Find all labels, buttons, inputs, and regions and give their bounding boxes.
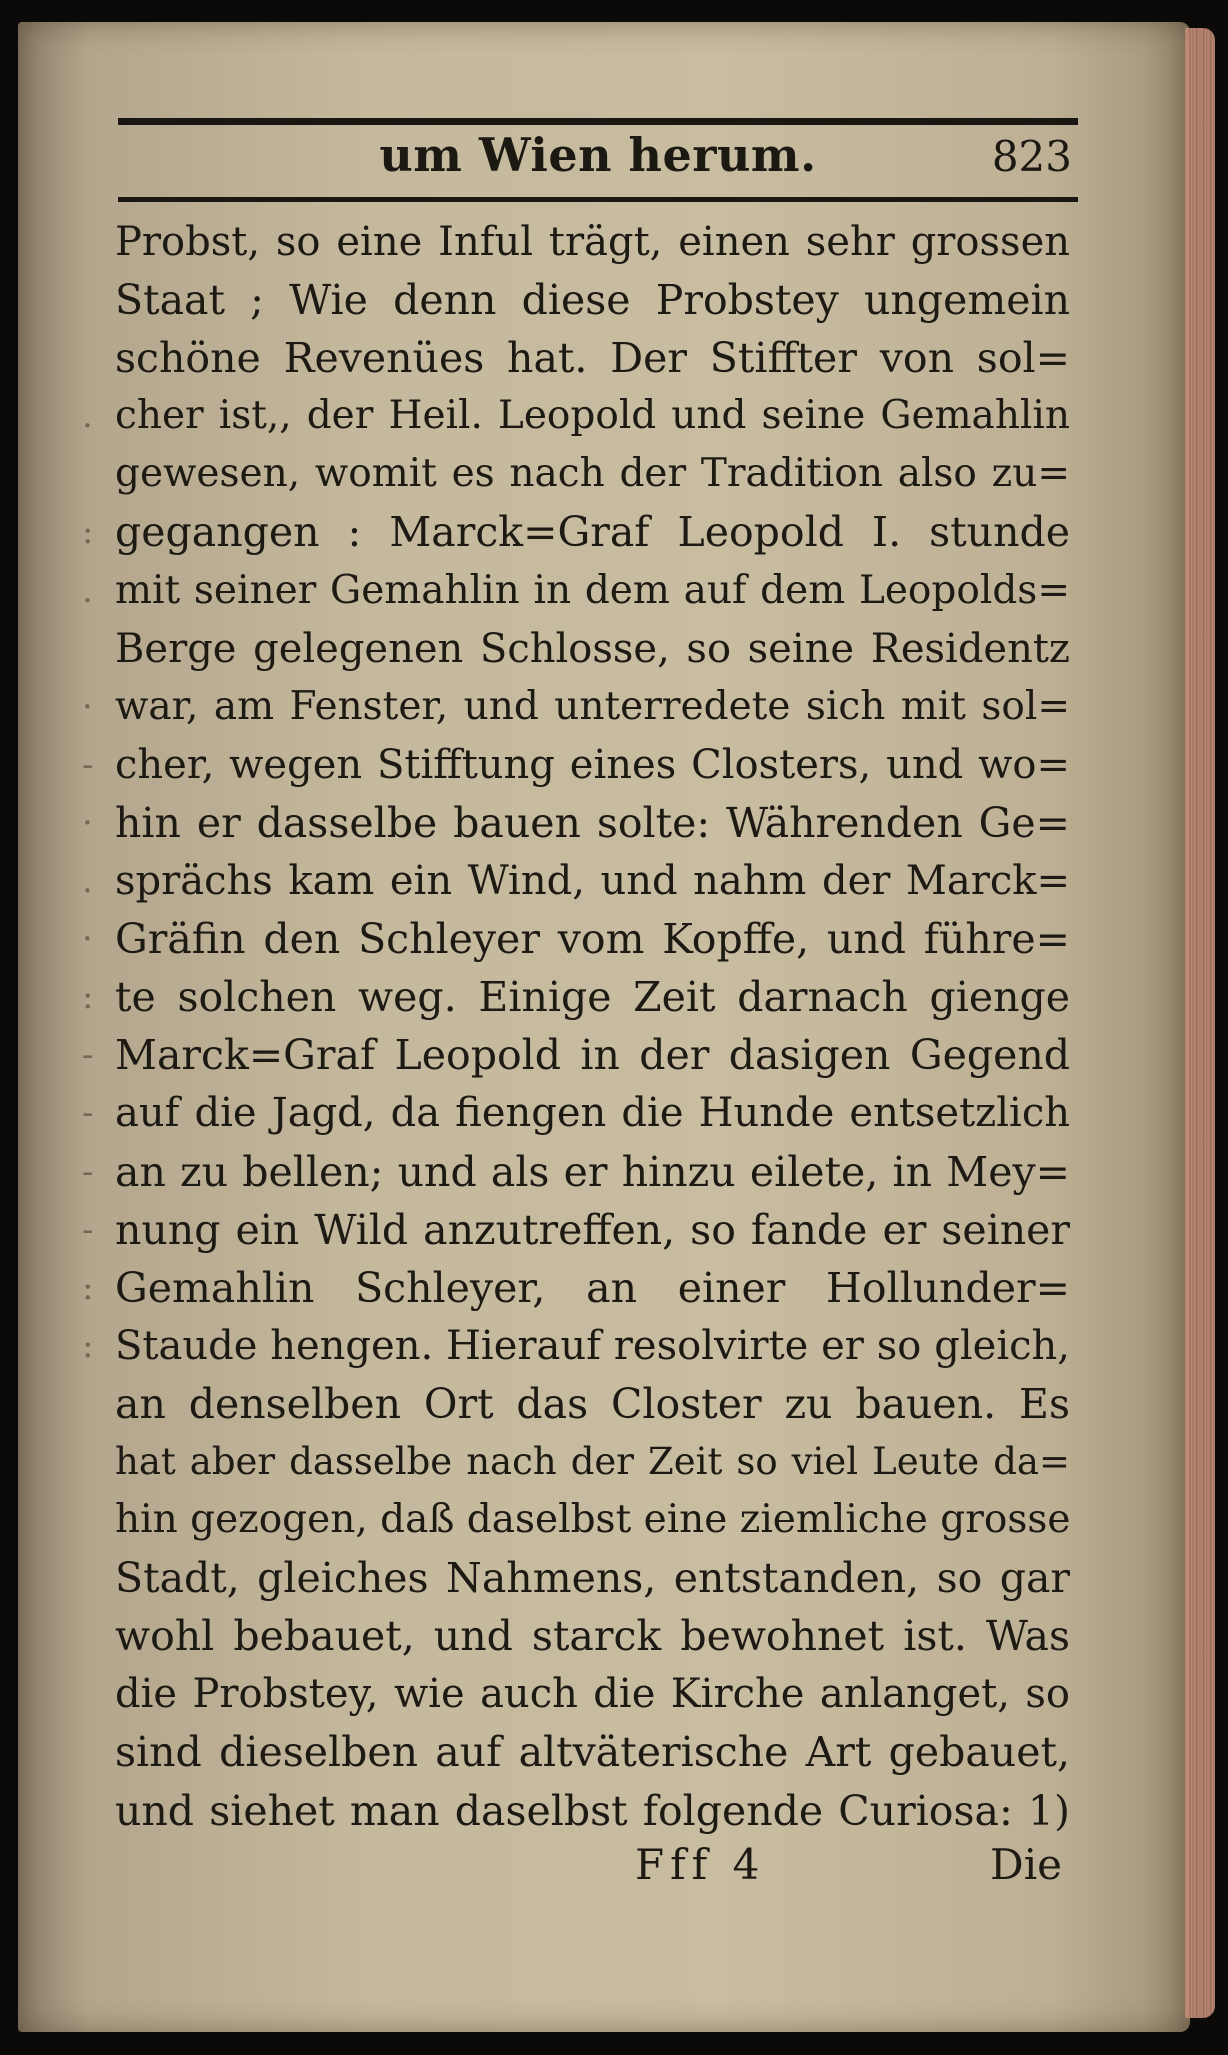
text-line: Gemahlin Schleyer, an einer Hollunder= <box>115 1263 1070 1312</box>
text-line: war, am Fenster, und unterredete sich mit sol= <box>115 683 1070 729</box>
text-line: hat aber dasselbe nach der Zeit so viel Leute da= <box>115 1439 1070 1483</box>
text-line: cher, wegen Stifftung eines Closters, und wo= <box>115 741 1070 788</box>
text-line: sind dieselben auf altväterische Art gebauet, <box>115 1728 1070 1777</box>
page-footer <box>115 1840 1070 1900</box>
text-line: Gräfin den Schleyer vom Kopffe, und führe= <box>115 915 1070 964</box>
page-number: 823 <box>991 132 1072 181</box>
header-rule-bottom <box>118 197 1078 202</box>
text-line: Staat ; Wie denn diese Probstey ungemein <box>115 276 1070 325</box>
text-line: mit seiner Gemahlin in dem auf dem Leopolds= <box>115 567 1070 613</box>
text-line: Berge gelegenen Schlosse, so seine Residentz <box>115 625 1070 672</box>
signature-mark: Fff 4 <box>635 1840 766 1889</box>
running-head <box>118 128 1078 192</box>
text-line: hin gezogen, daß daselbst eine ziemliche grosse <box>115 1497 1070 1543</box>
text-line: te solchen weg. Einige Zeit darnach gienge <box>115 973 1070 1022</box>
text-line: hin er dasselbe bauen solte: Währenden Ge= <box>115 798 1070 847</box>
text-line: sprächs kam ein Wind, und nahm der Marck= <box>115 858 1070 905</box>
text-line: gegangen : Marck=Graf Leopold I. stunde <box>115 508 1070 557</box>
header-rule-top <box>118 118 1078 125</box>
text-line: wohl bebauet, und starck bewohnet ist. Was <box>115 1612 1070 1661</box>
text-line: Marck=Graf Leopold in der dasigen Gegend <box>115 1031 1070 1080</box>
running-title: um Wien herum. <box>379 128 817 182</box>
text-line: Staude hengen. Hierauf resolvirte er so gleich, <box>115 1322 1070 1369</box>
text-line: auf die Jagd, da fiengen die Hunde entsetzlich <box>115 1090 1070 1137</box>
text-line: an denselben Ort das Closter zu bauen. Es <box>115 1379 1070 1428</box>
margin-show-through: . : . · - · . · : - - - - : : <box>82 396 94 1366</box>
text-line: an zu bellen; und als er hinzu eilete, in Mey= <box>115 1147 1070 1196</box>
text-line: Stadt, gleiches Nahmens, entstanden, so gar <box>115 1554 1070 1603</box>
text-line: cher ist,, der Heil. Leopold und seine Gemahlin <box>115 393 1070 439</box>
text-line: nung ein Wild anzutreffen, so fande er seiner <box>115 1205 1070 1254</box>
catchword: Die <box>990 1840 1062 1889</box>
text-line: gewesen, womit es nach der Tradition also zu= <box>115 451 1070 497</box>
body-text <box>115 213 1070 1840</box>
text-line: die Probstey, wie auch die Kirche anlanget, so <box>115 1671 1070 1718</box>
text-line: schöne Revenües hat. Der Stiffter von sol= <box>115 334 1070 383</box>
text-line: Probst, so eine Inful trägt, einen sehr grossen <box>115 219 1070 265</box>
text-line: und siehet man daselbst folgende Curiosa: 1) <box>115 1786 1070 1835</box>
red-page-edge <box>1185 28 1215 2018</box>
